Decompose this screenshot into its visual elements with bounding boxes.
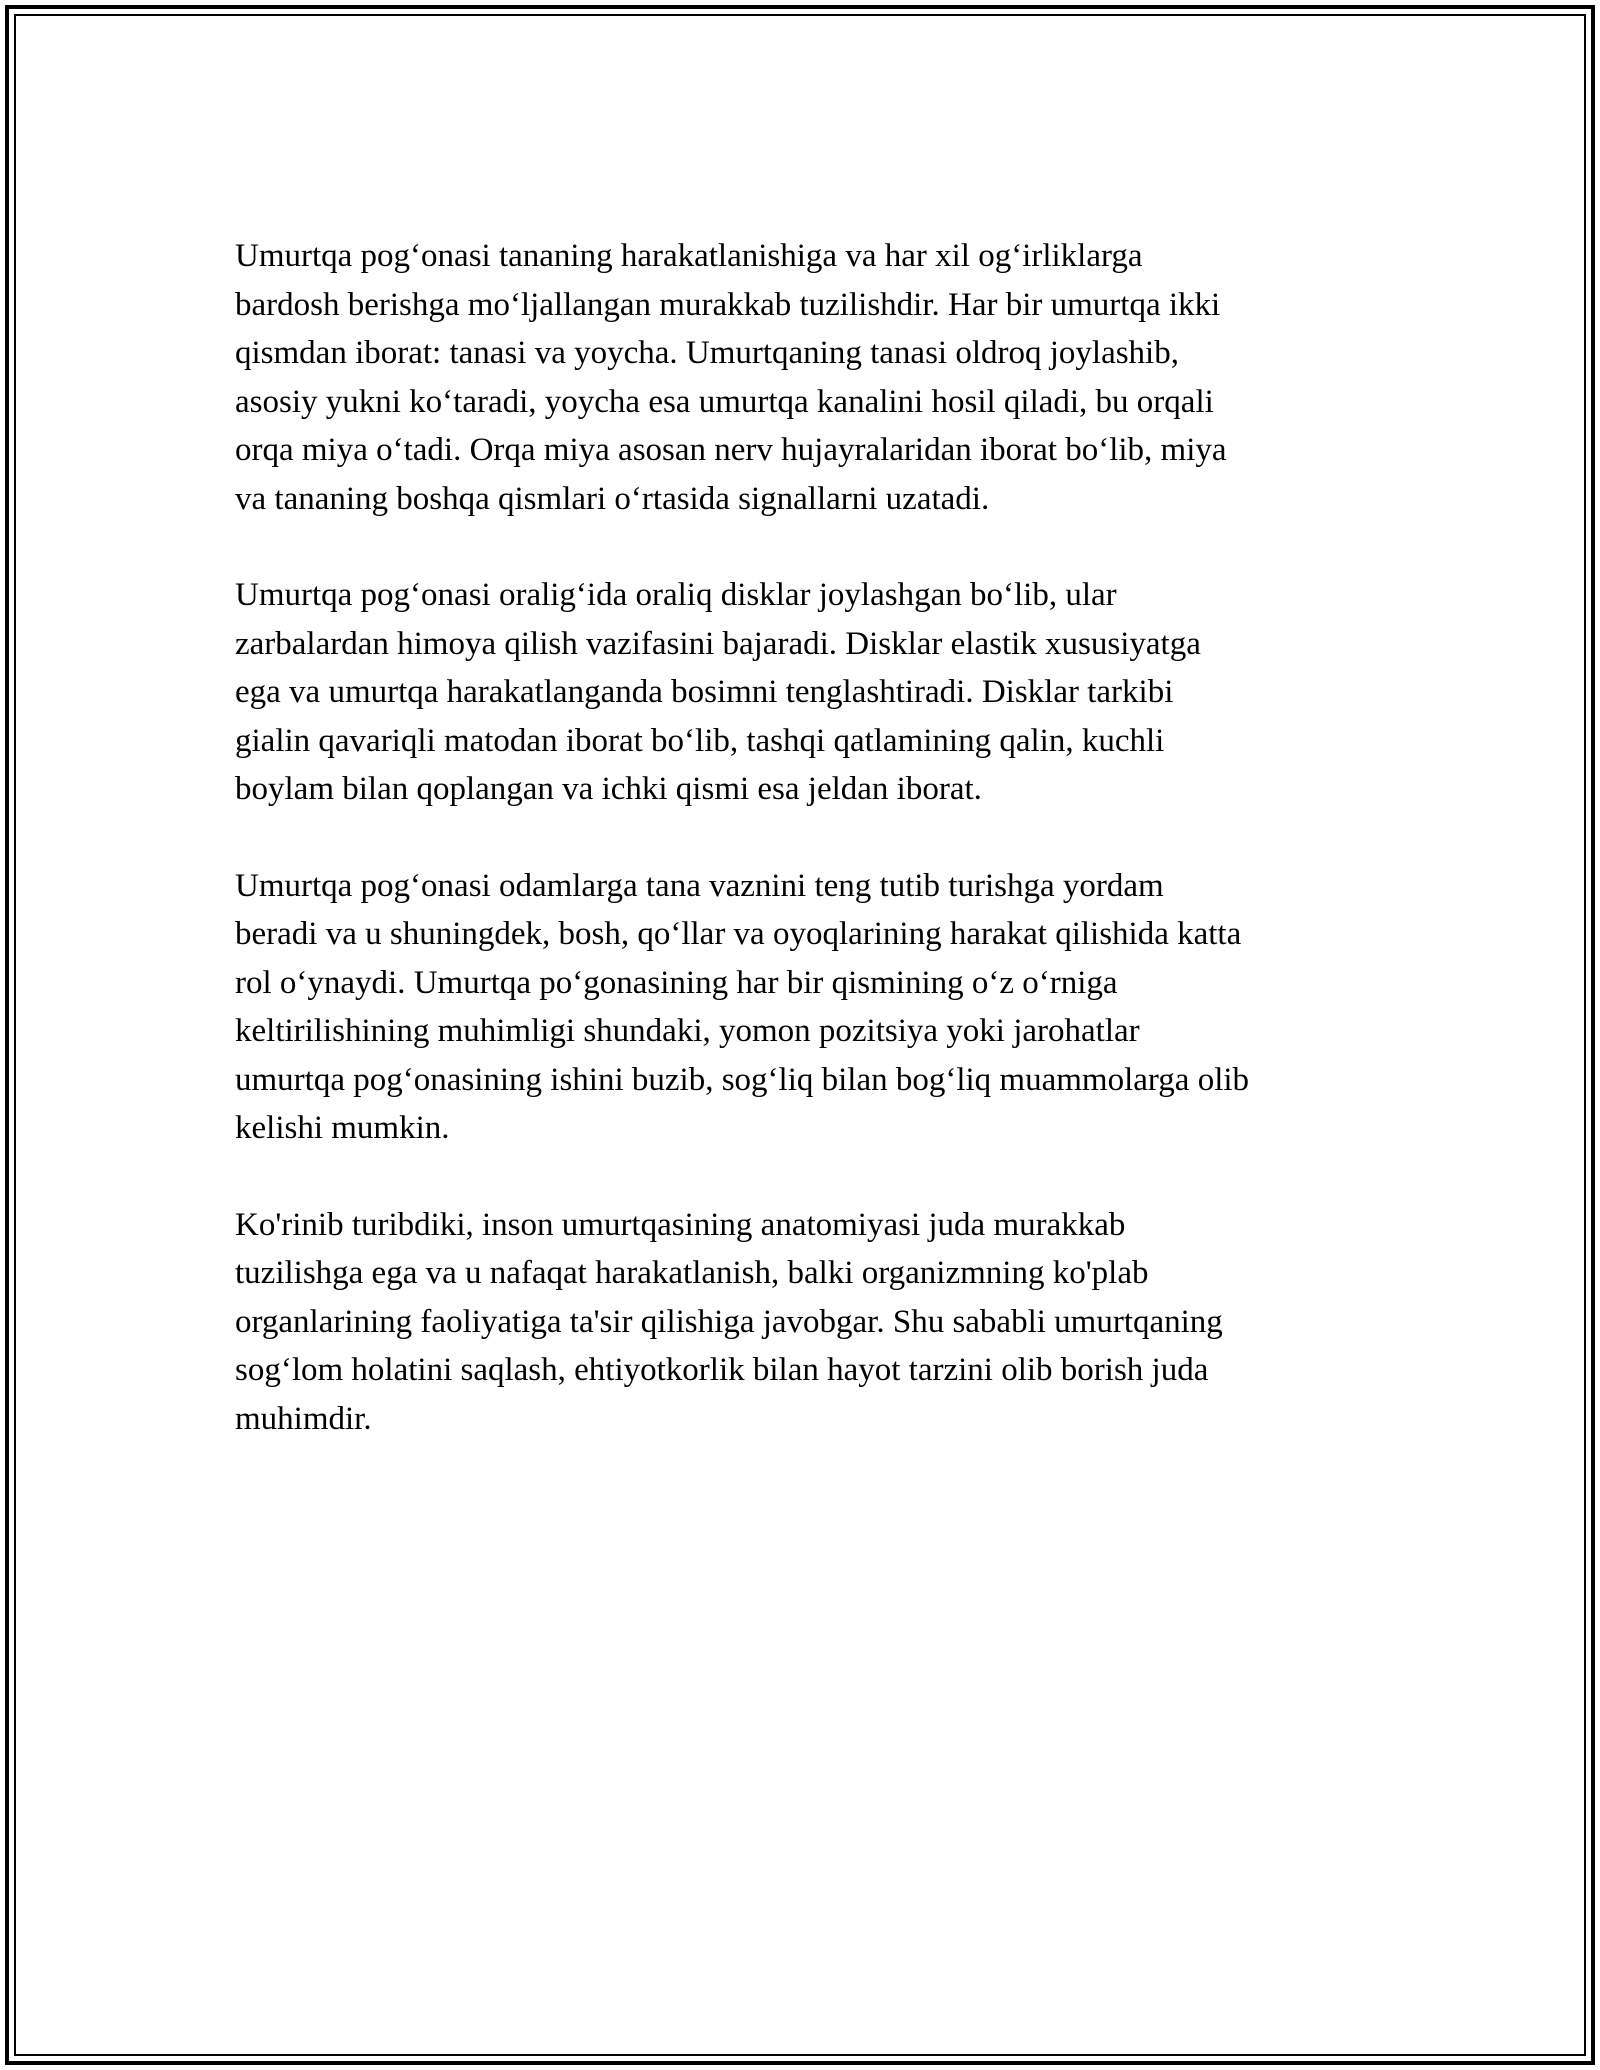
text-line: Ko'rinib turibdiki, inson umurtqasining anatomiyasi juda murakkab xyxy=(235,1206,1126,1243)
text-line: kelishi mumkin. xyxy=(235,1110,450,1146)
text-line: zarbalardan himoya qilish vazifasini bajaradi. Disklar elastik xususiyatga xyxy=(235,625,1201,662)
text-line: gialin qavariqli matodan iborat bo‘lib, tashqi qatlamining qalin, kuchli xyxy=(235,722,1165,759)
text-line: asosiy yukni ko‘taradi, yoycha esa umurtqa kanalini hosil qiladi, bu orqali xyxy=(235,383,1214,420)
text-line: qismdan iborat: tanasi va yoycha. Umurtqaning tanasi oldroq joylashib, xyxy=(235,335,1179,371)
text-line: keltirilishining muhimligi shundaki, yomon pozitsiya yoki jarohatlar xyxy=(235,1013,1140,1049)
text-line: sog‘lom holatini saqlash, ehtiyotkorlik bilan hayot tarzini olib borish juda xyxy=(235,1352,1209,1388)
text-line: orqa miya o‘tadi. Orqa miya asosan nerv hujayralaridan iborat bo‘lib, miya xyxy=(235,432,1227,468)
text-line: beradi va u shuningdek, bosh, qo‘llar va oyoqlarining harakat qilishida katta xyxy=(235,916,1242,952)
text-line: organlarining faoliyatiga ta'sir qilishiga javobgar. Shu sababli umurtqaning xyxy=(235,1303,1223,1340)
text-line: ega va umurtqa harakatlanganda bosimni tenglashtiradi. Disklar tarkibi xyxy=(235,674,1174,710)
text-line: bardosh berishga mo‘ljallangan murakkab tuzilishdir. Har bir umurtqa ikki xyxy=(235,286,1221,323)
document-body xyxy=(235,232,1375,1491)
paragraph-3 xyxy=(235,862,1375,1153)
text-line: tuzilishga ega va u nafaqat harakatlanish, balki organizmning ko'plab xyxy=(235,1255,1149,1291)
paragraph-1 xyxy=(235,232,1375,523)
text-line: Umurtqa pog‘onasi tananing harakatlanishiga va har xil og‘irliklarga xyxy=(235,238,1143,274)
paragraph-4 xyxy=(235,1201,1375,1444)
text-line: boylam bilan qoplangan va ichki qismi esa jeldan iborat. xyxy=(235,771,982,807)
text-line: Umurtqa pog‘onasi oralig‘ida oraliq disklar joylashgan bo‘lib, ular xyxy=(235,577,1117,613)
text-line: va tananing boshqa qismlari o‘rtasida signallarni uzatadi. xyxy=(235,480,990,517)
text-line: umurtqa pog‘onasining ishini buzib, sog‘liq bilan bog‘liq muammolarga olib xyxy=(235,1061,1250,1098)
text-line: muhimdir. xyxy=(235,1400,372,1437)
text-line: Umurtqa pog‘onasi odamlarga tana vaznini teng tutib turishga yordam xyxy=(235,867,1164,904)
paragraph-2 xyxy=(235,571,1375,814)
text-line: rol o‘ynaydi. Umurtqa po‘gonasining har bir qismining o‘z o‘rniga xyxy=(235,964,1118,1001)
